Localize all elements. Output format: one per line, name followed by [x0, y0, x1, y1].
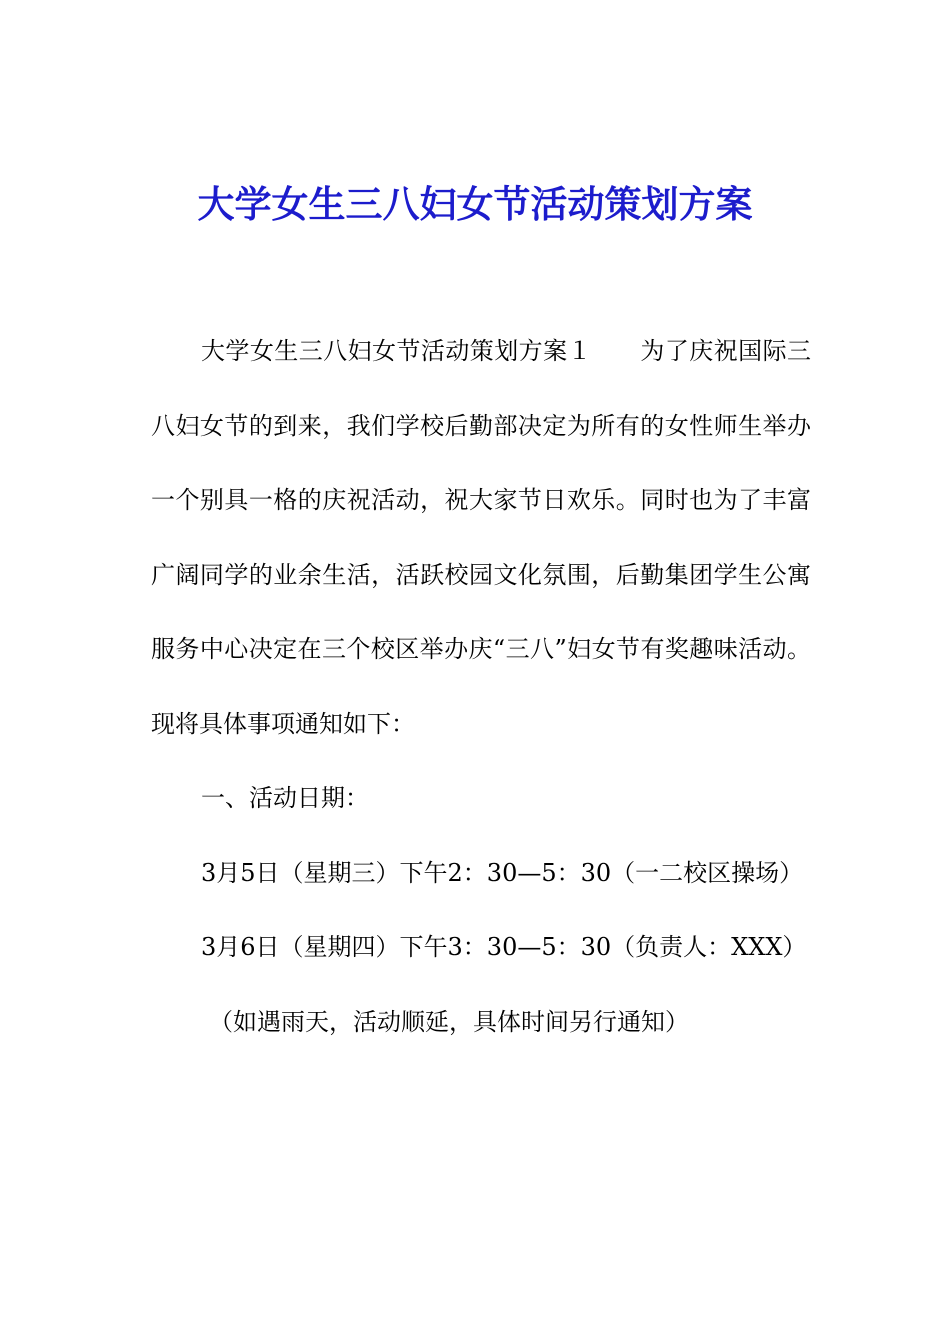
rain-note: （如遇雨天，活动顺延，具体时间另行通知）: [209, 1007, 689, 1036]
date-line-2: 3月6日（星期四）下午3：30—5：30（负责人：XXX）: [201, 933, 807, 961]
document-body: [151, 314, 811, 1059]
intro-lead: 大学女生三八妇女节活动策划方案１: [201, 337, 592, 365]
date-line-1: 3月5日（星期三）下午2：30—5：30（一二校区操场）: [201, 858, 804, 887]
intro-paragraph: [151, 314, 811, 761]
section-heading-dates: 一、活动日期：: [201, 784, 369, 812]
document-title: 大学女生三八妇女节活动策划方案: [197, 182, 753, 226]
intro-text: 为了庆祝国际三八妇女节的到来，我们学校后勤部决定为所有的女性师生举办一个别具一格的庆祝活动，祝大家节日欢乐。同时也为了丰富广阔同学的业余生活，活跃校园文化氛围，后勤集团学生公寓服务中心决定在三个校区举办庆“三八”妇女节有奖趣味活动。现将具体事项通知如下：: [151, 337, 812, 738]
